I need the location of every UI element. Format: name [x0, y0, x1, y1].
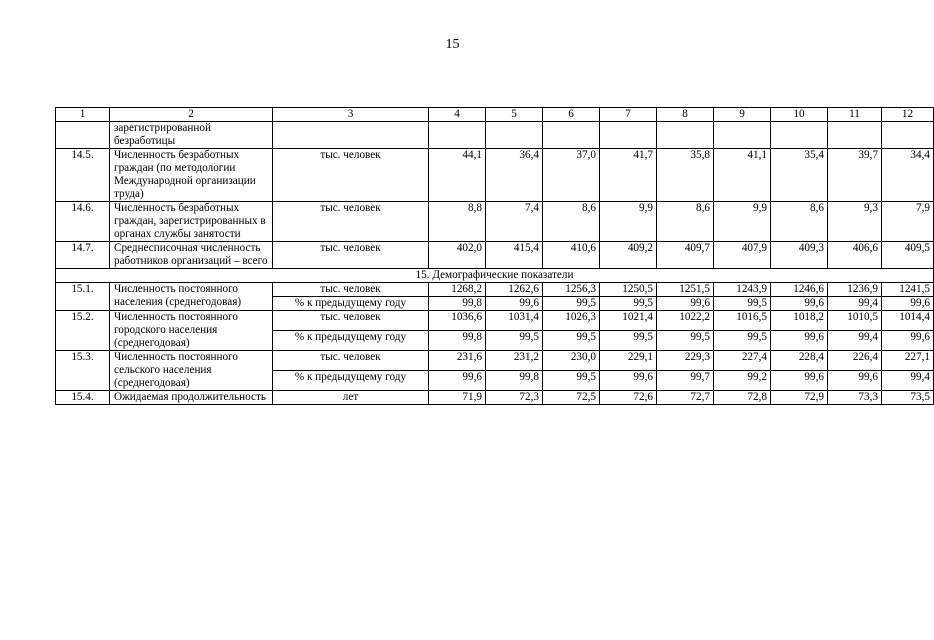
value-cell: 35,8	[657, 149, 714, 202]
code-cell: 15.4.	[56, 391, 110, 405]
unit-cell: тыс. человек	[273, 202, 429, 242]
page-number: 15	[445, 37, 460, 52]
column-header: 12	[882, 108, 934, 122]
column-header: 4	[429, 108, 486, 122]
code-cell: 14.6.	[56, 202, 110, 242]
value-cell: 229,1	[600, 351, 657, 371]
value-cell: 1262,6	[486, 283, 543, 297]
table-row	[56, 149, 934, 202]
value-cell: 39,7	[828, 149, 882, 202]
value-cell: 99,6	[771, 297, 828, 311]
indicator-name: Численность безработных граждан, зарегистрированных в органах службы занятости	[110, 202, 273, 242]
value-cell: 99,6	[882, 331, 934, 351]
unit-cell: % к предыдущему году	[273, 297, 429, 311]
indicator-name: Численность постоянного сельского населения (среднегодовая)	[110, 351, 273, 391]
value-cell: 410,6	[543, 242, 600, 269]
value-cell: 1236,9	[828, 283, 882, 297]
value-cell: 228,4	[771, 351, 828, 371]
value-cell: 1246,6	[771, 283, 828, 297]
value-cell: 1036,6	[429, 311, 486, 331]
value-cell: 71,9	[429, 391, 486, 405]
value-cell: 72,5	[543, 391, 600, 405]
value-cell: 41,7	[600, 149, 657, 202]
column-header: 2	[110, 108, 273, 122]
value-cell: 1243,9	[714, 283, 771, 297]
value-cell: 409,7	[657, 242, 714, 269]
value-cell: 99,2	[714, 371, 771, 391]
value-cell: 99,8	[429, 297, 486, 311]
value-cell: 8,6	[543, 202, 600, 242]
unit-cell: % к предыдущему году	[273, 331, 429, 351]
value-cell: 230,0	[543, 351, 600, 371]
empty-cell	[771, 122, 828, 149]
value-cell: 41,1	[714, 149, 771, 202]
column-header: 6	[543, 108, 600, 122]
empty-cell	[600, 122, 657, 149]
value-cell: 1018,2	[771, 311, 828, 331]
indicator-name: Численность постоянного населения (среднегодовая)	[110, 283, 273, 311]
value-cell: 72,6	[600, 391, 657, 405]
header-row	[56, 108, 934, 122]
value-cell: 37,0	[543, 149, 600, 202]
indicator-name: Численность постоянного городского населения (среднегодовая)	[110, 311, 273, 351]
value-cell: 1022,2	[657, 311, 714, 331]
value-cell: 99,4	[828, 331, 882, 351]
unit-cell: тыс. человек	[273, 311, 429, 331]
value-cell: 226,4	[828, 351, 882, 371]
value-cell: 8,6	[657, 202, 714, 242]
value-cell: 409,3	[771, 242, 828, 269]
column-header: 8	[657, 108, 714, 122]
value-cell: 1014,4	[882, 311, 934, 331]
value-cell: 99,8	[486, 371, 543, 391]
value-cell: 99,5	[543, 371, 600, 391]
column-header: 7	[600, 108, 657, 122]
value-cell: 1256,3	[543, 283, 600, 297]
value-cell: 99,5	[486, 331, 543, 351]
value-cell: 99,6	[486, 297, 543, 311]
value-cell: 99,4	[882, 371, 934, 391]
empty-cell	[882, 122, 934, 149]
unit-cell: тыс. человек	[273, 149, 429, 202]
value-cell: 73,3	[828, 391, 882, 405]
empty-cell	[429, 122, 486, 149]
column-header: 10	[771, 108, 828, 122]
column-header: 9	[714, 108, 771, 122]
value-cell: 99,5	[657, 331, 714, 351]
value-cell: 99,4	[828, 297, 882, 311]
value-cell: 99,8	[429, 331, 486, 351]
section-title: 15. Демографические показатели	[56, 269, 934, 283]
value-cell: 99,5	[714, 297, 771, 311]
indicator-name: Среднесписочная численность работников организаций – всего	[110, 242, 273, 269]
value-cell: 73,5	[882, 391, 934, 405]
value-cell: 1031,4	[486, 311, 543, 331]
value-cell: 99,5	[543, 297, 600, 311]
value-cell: 99,6	[882, 297, 934, 311]
value-cell: 99,5	[600, 297, 657, 311]
table-row	[56, 242, 934, 269]
section-row	[56, 269, 934, 283]
value-cell: 9,9	[600, 202, 657, 242]
table-row	[56, 283, 934, 297]
code-cell: 15.2.	[56, 311, 110, 351]
table-row	[56, 391, 934, 405]
unit-cell: тыс. человек	[273, 351, 429, 371]
value-cell: 72,8	[714, 391, 771, 405]
value-cell: 1251,5	[657, 283, 714, 297]
table-row	[56, 202, 934, 242]
value-cell: 35,4	[771, 149, 828, 202]
empty-cell	[714, 122, 771, 149]
value-cell: 8,8	[429, 202, 486, 242]
value-cell: 402,0	[429, 242, 486, 269]
value-cell: 44,1	[429, 149, 486, 202]
column-header: 11	[828, 108, 882, 122]
value-cell: 231,2	[486, 351, 543, 371]
value-cell: 227,1	[882, 351, 934, 371]
value-cell: 409,2	[600, 242, 657, 269]
column-header: 3	[273, 108, 429, 122]
value-cell: 36,4	[486, 149, 543, 202]
value-cell: 415,4	[486, 242, 543, 269]
value-cell: 7,9	[882, 202, 934, 242]
value-cell: 99,5	[714, 331, 771, 351]
code-cell: 15.3.	[56, 351, 110, 391]
value-cell: 72,3	[486, 391, 543, 405]
value-cell: 8,6	[771, 202, 828, 242]
empty-cell	[657, 122, 714, 149]
value-cell: 99,6	[429, 371, 486, 391]
empty-cell	[543, 122, 600, 149]
empty-cell	[828, 122, 882, 149]
value-cell: 34,4	[882, 149, 934, 202]
value-cell: 1021,4	[600, 311, 657, 331]
value-cell: 406,6	[828, 242, 882, 269]
value-cell: 1010,5	[828, 311, 882, 331]
code-cell	[56, 122, 110, 149]
value-cell: 9,3	[828, 202, 882, 242]
value-cell: 99,6	[771, 331, 828, 351]
value-cell: 99,6	[828, 371, 882, 391]
value-cell: 1016,5	[714, 311, 771, 331]
value-cell: 229,3	[657, 351, 714, 371]
unit-cell: тыс. человек	[273, 242, 429, 269]
table-row	[56, 311, 934, 331]
value-cell: 1241,5	[882, 283, 934, 297]
unit-cell: % к предыдущему году	[273, 371, 429, 391]
value-cell: 99,7	[657, 371, 714, 391]
table-row	[56, 122, 934, 149]
value-cell: 409,5	[882, 242, 934, 269]
code-cell: 14.5.	[56, 149, 110, 202]
value-cell: 7,4	[486, 202, 543, 242]
value-cell: 72,7	[657, 391, 714, 405]
value-cell: 99,6	[600, 371, 657, 391]
code-cell: 14.7.	[56, 242, 110, 269]
indicator-name: Ожидаемая продолжительность	[110, 391, 273, 405]
value-cell: 9,9	[714, 202, 771, 242]
statistics-table	[55, 107, 934, 405]
empty-cell	[486, 122, 543, 149]
value-cell: 99,6	[771, 371, 828, 391]
value-cell: 99,6	[657, 297, 714, 311]
indicator-name: Численность безработных граждан (по методологии Международной организации труда)	[110, 149, 273, 202]
empty-cell	[273, 122, 429, 149]
unit-cell: тыс. человек	[273, 283, 429, 297]
value-cell: 99,5	[543, 331, 600, 351]
value-cell: 72,9	[771, 391, 828, 405]
value-cell: 1026,3	[543, 311, 600, 331]
indicator-name: зарегистрированной безработицы	[110, 122, 273, 149]
value-cell: 407,9	[714, 242, 771, 269]
value-cell: 231,6	[429, 351, 486, 371]
table-row	[56, 351, 934, 371]
column-header: 5	[486, 108, 543, 122]
column-header: 1	[56, 108, 110, 122]
unit-cell: лет	[273, 391, 429, 405]
value-cell: 1250,5	[600, 283, 657, 297]
value-cell: 99,5	[600, 331, 657, 351]
code-cell: 15.1.	[56, 283, 110, 311]
value-cell: 1268,2	[429, 283, 486, 297]
value-cell: 227,4	[714, 351, 771, 371]
